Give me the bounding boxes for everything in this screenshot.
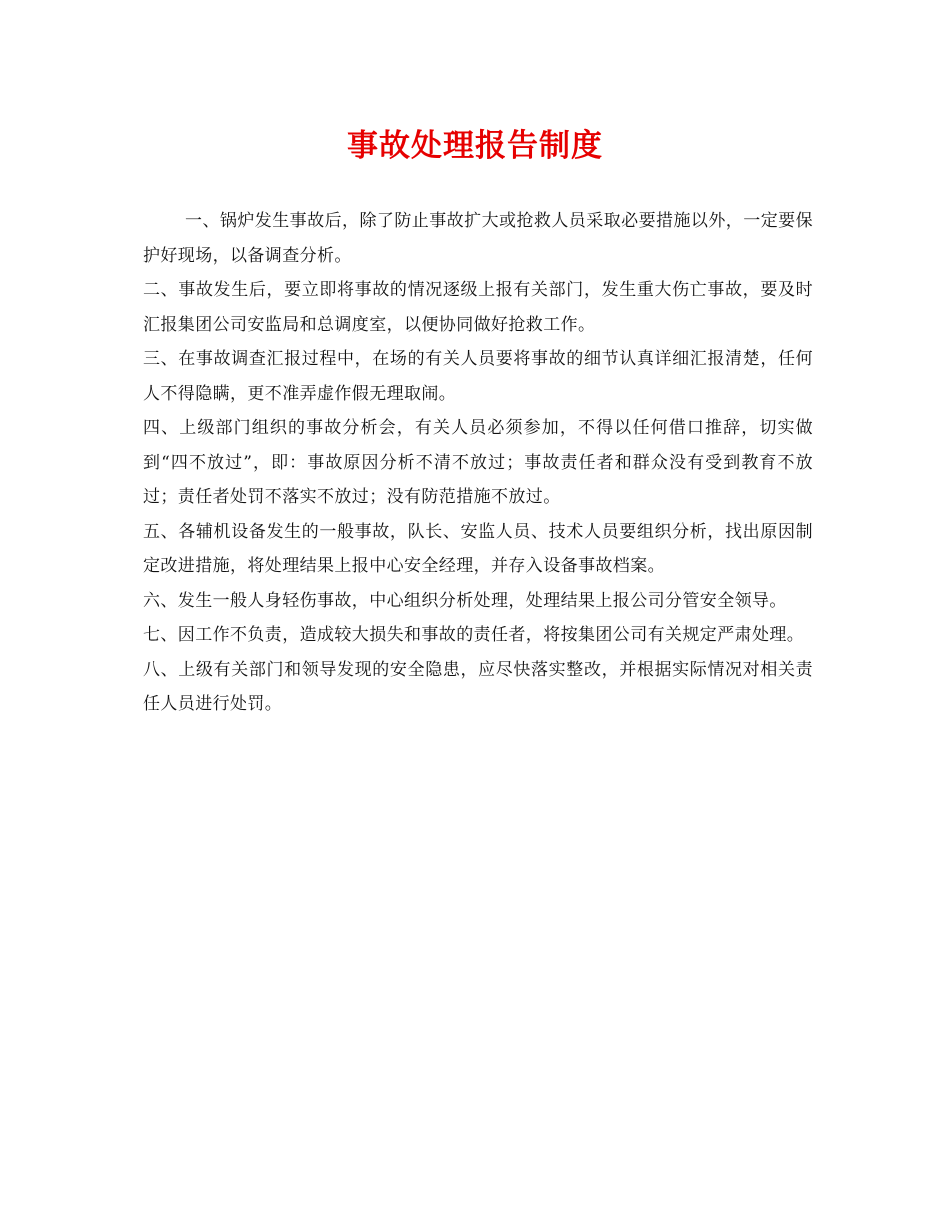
paragraph-4: 四、上级部门组织的事故分析会，有关人员必须参加，不得以任何借口推辞，切实做到“四不放过”，即：事故原因分析不清不放过；事故责任者和群众没有受到教育不放过；责任者处罚不落实不放过；没有防范措施不放过。 [143, 418, 813, 507]
paragraph-3: 三、在事故调查汇报过程中，在场的有关人员要将事故的细节认真详细汇报清楚，任何人不得隐瞒，更不准弄虚作假无理取闹。 [143, 349, 813, 404]
document-body [143, 204, 813, 722]
paragraph-8: 八、上级有关部门和领导发现的安全隐患，应尽快落实整改，并根据实际情况对相关责任人员进行处罚。 [143, 659, 813, 714]
paragraph-7: 七、因工作不负责，造成较大损失和事故的责任者，将按集团公司有关规定严肃处理。 [143, 625, 805, 645]
paragraph-1: 一、锅炉发生事故后，除了防止事故扩大或抢救人员采取必要措施以外，一定要保护好现场，以备调查分析。 [143, 211, 813, 266]
paragraph-6: 六、发生一般人身轻伤事故，中心组织分析处理，处理结果上报公司分管安全领导。 [143, 590, 787, 611]
paragraph-5: 五、各辅机设备发生的一般事故，队长、安监人员、技术人员要组织分析，找出原因制定改进措施，将处理结果上报中心安全经理，并存入设备事故档案。 [143, 521, 813, 576]
paragraph-2: 二、事故发生后，要立即将事故的情况逐级上报有关部门，发生重大伤亡事故，要及时汇报集团公司安监局和总调度室，以便协同做好抢救工作。 [143, 280, 813, 335]
document-title: 事故处理报告制度 [347, 128, 603, 164]
